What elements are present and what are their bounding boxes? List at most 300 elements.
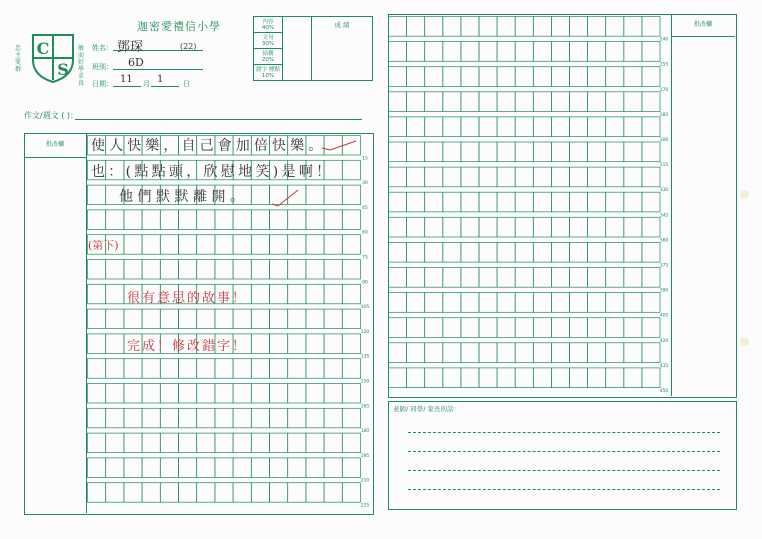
grid-cell (215, 359, 233, 379)
grid-cell (425, 318, 443, 338)
grid-cell (551, 268, 569, 288)
grid-cell (342, 284, 360, 304)
grid-cell (642, 167, 660, 187)
grid-cell (606, 142, 624, 162)
grid-cell (515, 67, 533, 87)
grid-cell (215, 210, 233, 230)
grid-cell (233, 210, 251, 230)
grid-cell (324, 408, 342, 428)
grid-cell (179, 309, 197, 329)
logo-right-motto: 敏 而 好 學 求 真 (78, 45, 85, 87)
grid-cell (533, 242, 551, 262)
grid-cell (443, 67, 461, 87)
grid-cell (251, 210, 269, 230)
grid-cell (306, 408, 324, 428)
grid-cell (160, 433, 178, 453)
title-label: 作文/週文 ( )： (24, 111, 79, 120)
date-month[interactable]: 11 (120, 74, 133, 85)
grid-cell (342, 408, 360, 428)
grid-cell (233, 359, 251, 379)
grid-cell (251, 384, 269, 404)
row-count-number: 405 (659, 313, 669, 319)
grid-cell (588, 368, 606, 388)
class-label: 班別： (92, 63, 113, 71)
grid-cell (533, 92, 551, 112)
row-count-number: 420 (659, 338, 669, 344)
grid-cell (215, 483, 233, 503)
grid-cell (324, 185, 342, 205)
day-line (151, 86, 179, 87)
grid-cell (606, 268, 624, 288)
grid-cell (342, 160, 360, 180)
grid-cell (389, 368, 407, 388)
grid-cell (551, 318, 569, 338)
grid-cell (497, 268, 515, 288)
grid-cell (233, 260, 251, 280)
comment-box[interactable] (388, 401, 737, 510)
row-count-number: 255 (659, 62, 669, 68)
month-char: 月 (143, 80, 150, 88)
grid-cell (515, 318, 533, 338)
grid-cell (142, 260, 160, 280)
grid-cell (88, 309, 106, 329)
grid-cell (160, 309, 178, 329)
grid-cell (425, 142, 443, 162)
row-count-number: 435 (659, 363, 669, 369)
grid-cell (515, 92, 533, 112)
grid-cell (251, 284, 269, 304)
school-logo-icon (30, 32, 76, 84)
comment-line[interactable] (408, 432, 720, 433)
grid-cell (570, 318, 588, 338)
grid-cell (233, 235, 251, 255)
row-count-number: 450 (659, 389, 669, 394)
grid-cell (479, 17, 497, 37)
grid-cell (389, 217, 407, 237)
grid-cell (270, 284, 288, 304)
grid-cell (270, 483, 288, 503)
row-count-number: 360 (659, 238, 669, 244)
grid-cell (642, 343, 660, 363)
grid-cell (124, 260, 142, 280)
grid-cell (588, 343, 606, 363)
grid-cell (588, 268, 606, 288)
grid-cell (533, 318, 551, 338)
grid-cell (497, 192, 515, 212)
grid-cell (551, 142, 569, 162)
grid-cell (197, 458, 215, 478)
grid-cell (215, 260, 233, 280)
grid-cell (389, 293, 407, 313)
grid-cell (233, 408, 251, 428)
row-count-number: 165 (360, 404, 370, 410)
grid-cell (251, 458, 269, 478)
grid-cell (324, 284, 342, 304)
grid-cell (606, 343, 624, 363)
name-value[interactable]: 鄧琛 (117, 40, 144, 55)
grid-cell (606, 92, 624, 112)
grid-cell (197, 260, 215, 280)
grid-cell (624, 67, 642, 87)
grid-cell (142, 433, 160, 453)
grid-cell (306, 284, 324, 304)
row-count-number: 270 (659, 87, 669, 93)
grid-cell (479, 268, 497, 288)
grid-cell (425, 293, 443, 313)
grid-cell (106, 210, 124, 230)
right-writing-grid[interactable] (388, 14, 671, 396)
grid-cell (389, 318, 407, 338)
grid-cell (389, 117, 407, 137)
grid-cell (497, 42, 515, 62)
grid-cell (588, 217, 606, 237)
grid-cell (425, 17, 443, 37)
grid-cell (233, 309, 251, 329)
grid-cell (606, 318, 624, 338)
left-remark-column (24, 133, 87, 513)
grid-cell (570, 268, 588, 288)
grid-cell (642, 293, 660, 313)
grid-cell (324, 433, 342, 453)
score-row-content: 內容 40% (254, 17, 283, 33)
comment-line[interactable] (408, 470, 720, 471)
grid-cell (342, 483, 360, 503)
row-count-number: 180 (360, 429, 370, 435)
grid-cell (588, 42, 606, 62)
grid-cell (624, 192, 642, 212)
grid-cell (515, 192, 533, 212)
grid-cell (233, 433, 251, 453)
grid-cell (342, 210, 360, 230)
name-number[interactable]: (22) (180, 42, 197, 51)
grid-cell (443, 242, 461, 262)
grid-cell (88, 260, 106, 280)
grid-cell (479, 92, 497, 112)
grid-cell (533, 217, 551, 237)
grid-cell (106, 309, 124, 329)
row-count-number: 315 (659, 163, 669, 169)
grid-cell (197, 309, 215, 329)
grid-cell (570, 217, 588, 237)
grid-cell (461, 17, 479, 37)
grid-cell (160, 408, 178, 428)
grid-cell (88, 483, 106, 503)
grid-cell (160, 458, 178, 478)
grid-cell (251, 359, 269, 379)
grid-cell (497, 343, 515, 363)
row-count-number: 195 (360, 453, 370, 459)
grid-cell (251, 334, 269, 354)
grid-cell (106, 458, 124, 478)
grid-cell (88, 185, 106, 205)
grid-cell (215, 433, 233, 453)
grid-cell (179, 384, 197, 404)
grid-cell (624, 17, 642, 37)
grid-cell (642, 242, 660, 262)
grid-cell (407, 17, 425, 37)
grid-cell (270, 384, 288, 404)
grid-cell (215, 458, 233, 478)
grid-cell (197, 359, 215, 379)
grid-cell (570, 368, 588, 388)
right-remark-column (671, 14, 736, 396)
teacher-comment: 完成！修改錯字！ (127, 339, 248, 354)
grid-cell (461, 293, 479, 313)
grid-cell (425, 268, 443, 288)
grid-cell (570, 242, 588, 262)
row-count-number: 210 (360, 478, 370, 484)
grid-cell (306, 185, 324, 205)
grid-cell (106, 384, 124, 404)
grid-cell (251, 185, 269, 205)
grid-cell (515, 117, 533, 137)
left-remark-label: 批改欄 (24, 133, 86, 158)
grid-cell (215, 309, 233, 329)
grid-cell (551, 368, 569, 388)
grid-cell (461, 368, 479, 388)
grid-cell (624, 142, 642, 162)
grid-cell (642, 92, 660, 112)
grid-cell (179, 408, 197, 428)
score-row-structure: 結構 20% (254, 49, 283, 65)
row-count-number: 225 (360, 503, 370, 509)
grid-cell (425, 67, 443, 87)
grid-cell (533, 142, 551, 162)
grid-cell (570, 343, 588, 363)
grid-cell (342, 309, 360, 329)
row-count-number: 90 (362, 280, 368, 286)
grid-cell (624, 167, 642, 187)
grid-cell (215, 408, 233, 428)
grid-cell (389, 17, 407, 37)
grid-cell (324, 483, 342, 503)
grid-cell (588, 242, 606, 262)
row-count-number: 390 (659, 288, 669, 294)
grid-cell (142, 384, 160, 404)
grid-cell (606, 117, 624, 137)
grid-cell (233, 384, 251, 404)
grid-cell (288, 458, 306, 478)
grid-cell (570, 293, 588, 313)
grid-cell (606, 368, 624, 388)
score-result-label: 成 績 (312, 17, 373, 81)
grid-cell (288, 433, 306, 453)
grid-cell (642, 192, 660, 212)
grid-cell (306, 334, 324, 354)
grid-cell (624, 92, 642, 112)
grid-cell (551, 167, 569, 187)
grid-cell (407, 293, 425, 313)
grid-cell (570, 117, 588, 137)
grid-cell (624, 343, 642, 363)
grid-cell (461, 92, 479, 112)
grid-cell (106, 433, 124, 453)
grid-cell (270, 433, 288, 453)
grid-cell (479, 67, 497, 87)
grid-cell (342, 260, 360, 280)
grid-cell (288, 384, 306, 404)
grid-cell (324, 359, 342, 379)
grid-cell (515, 293, 533, 313)
grid-cell (624, 368, 642, 388)
class-value[interactable]: 6D (128, 56, 144, 69)
grid-cell (160, 260, 178, 280)
grid-cell (443, 368, 461, 388)
grid-cell (570, 192, 588, 212)
grid-cell (342, 359, 360, 379)
comment-line[interactable] (408, 451, 720, 452)
grid-cell (179, 359, 197, 379)
grid-cell (106, 260, 124, 280)
grid-cell (570, 17, 588, 37)
row-count-number: 285 (659, 112, 669, 118)
grid-cell (179, 458, 197, 478)
grid-cell (407, 318, 425, 338)
grid-cell (142, 408, 160, 428)
grid-cell (270, 334, 288, 354)
grid-cell (551, 192, 569, 212)
grid-cell (124, 458, 142, 478)
grid-cell (551, 242, 569, 262)
essay-line: 使人快樂，自己會加倍快樂。 (91, 138, 327, 154)
grid-cell (461, 192, 479, 212)
grid-cell (142, 309, 160, 329)
grid-cell (642, 142, 660, 162)
grid-cell (324, 260, 342, 280)
grid-cell (324, 384, 342, 404)
grid-cell (570, 67, 588, 87)
grid-cell (479, 217, 497, 237)
grid-cell (270, 260, 288, 280)
grid-cell (407, 192, 425, 212)
grid-cell (533, 117, 551, 137)
grid-cell (515, 217, 533, 237)
grid-cell (515, 42, 533, 62)
grid-cell (533, 167, 551, 187)
grid-cell (251, 235, 269, 255)
grid-cell (461, 142, 479, 162)
grid-cell (179, 483, 197, 503)
date-day[interactable]: 1 (157, 74, 164, 85)
grid-cell (606, 192, 624, 212)
grid-cell (515, 242, 533, 262)
grid-cell (342, 458, 360, 478)
logo-left-motto: 忠 主 愛 群 (15, 45, 22, 73)
grid-cell (588, 192, 606, 212)
grid-cell (179, 210, 197, 230)
grid-cell (551, 92, 569, 112)
grid-cell (124, 309, 142, 329)
grid-cell (497, 293, 515, 313)
grid-cell (389, 67, 407, 87)
grid-cell (389, 92, 407, 112)
row-count-number: 75 (362, 255, 368, 261)
grid-cell (407, 42, 425, 62)
grid-cell (179, 235, 197, 255)
grid-cell (443, 293, 461, 313)
grid-cell (288, 309, 306, 329)
grid-cell (306, 260, 324, 280)
grid-cell (106, 284, 124, 304)
grid-cell (88, 384, 106, 404)
grid-cell (88, 433, 106, 453)
grid-cell (288, 334, 306, 354)
grid-cell (497, 368, 515, 388)
grid-cell (407, 368, 425, 388)
grid-cell (288, 284, 306, 304)
grid-cell (407, 343, 425, 363)
month-line (113, 86, 141, 87)
grid-cell (497, 167, 515, 187)
grid-cell (533, 67, 551, 87)
class-line (113, 69, 203, 70)
grid-cell (324, 210, 342, 230)
grid-cell (642, 17, 660, 37)
comment-line[interactable] (408, 489, 720, 490)
grid-cell (251, 260, 269, 280)
grid-cell (443, 217, 461, 237)
title-line[interactable] (75, 119, 362, 120)
grid-cell (588, 318, 606, 338)
grid-cell (642, 318, 660, 338)
grid-cell (270, 210, 288, 230)
grid-cell (88, 284, 106, 304)
grid-cell (588, 17, 606, 37)
grid-cell (479, 318, 497, 338)
row-count-number: 135 (360, 354, 370, 360)
grid-cell (642, 117, 660, 137)
grid-cell (570, 92, 588, 112)
grid-cell (588, 293, 606, 313)
score-row-sentence: 文句 30% (254, 33, 283, 49)
grid-cell (497, 17, 515, 37)
grid-cell (306, 433, 324, 453)
essay-line: 也：(點點頭，欣慰地笑)是啊！ (91, 164, 334, 180)
grid-cell (106, 359, 124, 379)
grid-cell (288, 260, 306, 280)
grid-cell (342, 384, 360, 404)
grid-cell (342, 433, 360, 453)
grid-cell (106, 483, 124, 503)
grid-cell (533, 268, 551, 288)
row-count-number: 60 (362, 230, 368, 236)
grid-cell (306, 384, 324, 404)
grid-cell (306, 483, 324, 503)
grid-cell (425, 92, 443, 112)
grid-cell (497, 217, 515, 237)
grid-cell (407, 67, 425, 87)
grid-cell (306, 458, 324, 478)
score-table (253, 16, 373, 81)
grid-cell (551, 117, 569, 137)
row-count-number: 345 (659, 213, 669, 219)
grid-cell (425, 192, 443, 212)
name-label: 姓名： (92, 44, 113, 52)
grid-cell (443, 268, 461, 288)
grid-cell (342, 185, 360, 205)
grid-cell (551, 67, 569, 87)
grid-cell (288, 359, 306, 379)
row-count-number: 30 (362, 181, 368, 187)
grid-cell (461, 318, 479, 338)
grid-cell (588, 167, 606, 187)
row-count-number: 330 (659, 188, 669, 194)
grid-cell (497, 92, 515, 112)
grid-cell (606, 242, 624, 262)
check-mark-icon (320, 140, 360, 154)
grid-cell (443, 318, 461, 338)
grid-cell (407, 92, 425, 112)
